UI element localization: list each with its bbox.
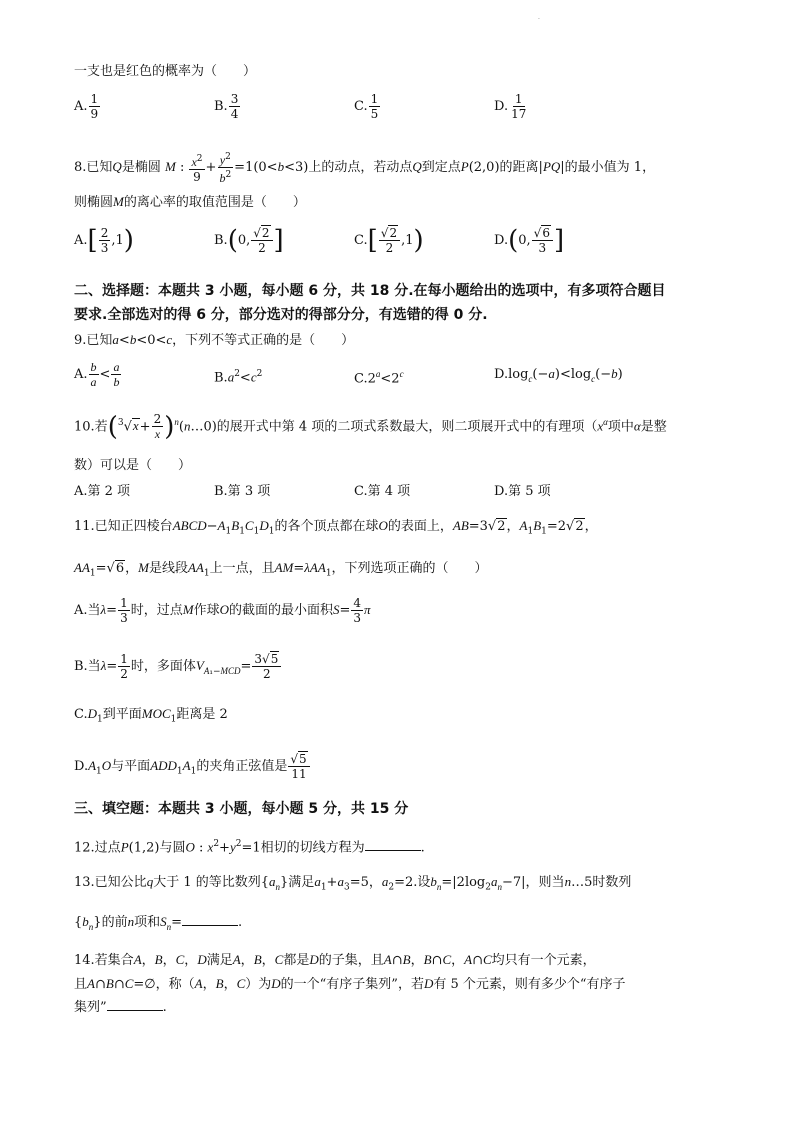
q14-line1: 14.若集合A，B，C，D满足A，B，C都是D的子集，且A∩B，B∩C，A∩C均只有一个元素，	[74, 952, 596, 968]
q10-option-a[interactable]: A.第 2 项	[74, 484, 131, 499]
q7-option-d[interactable]: D. $\frac{1}{17}$	[494, 92, 527, 121]
q14-answer-blank[interactable]	[107, 998, 163, 1011]
section2-heading-line1: 二、选择题：本题共 3 小题，每小题 6 分，共 18 分.在每小题给出的选项中，有多项符合题目	[74, 283, 666, 299]
q12-answer-blank[interactable]	[365, 838, 421, 851]
q12-line: 12.过点P(1,2)与圆O : $x^2+y^2=1$相切的切线方程为 .	[74, 839, 425, 856]
q9-option-a[interactable]: A. $\frac{b}{a}$ < $\frac{a}{b}$	[74, 360, 120, 389]
q14-line2: 且A∩B∩C=∅，称（A，B，C）为D的一个“有序子集列”，若D有 5 个元素，则有多少个“有序子	[74, 976, 626, 992]
q11-line1: 11.已知正四棱台$ABCD-A_1B_1C_1D_1$的各个顶点都在球O的表面上，AB=3√2，$A_1B_1=2√2$，	[74, 518, 598, 537]
q10-option-c[interactable]: C.第 4 项	[354, 484, 411, 499]
q7-option-c[interactable]: C. $\frac{1}{5}$	[354, 92, 379, 121]
q9-stem: 9.已知a<b<0<c，下列不等式正确的是（ ）	[74, 332, 355, 348]
q11-option-d[interactable]: $D.A_1O$与平面$ADD_1A_1$的夹角正弦值是 $\frac{√5}{11}$	[74, 752, 311, 782]
q8-option-d[interactable]: D.(0, $\frac{√6}{3}$ ]	[494, 225, 565, 256]
q10-option-d[interactable]: D.第 5 项	[494, 484, 551, 499]
scan-dot: .	[538, 14, 540, 21]
section3-heading: 三、填空题：本题共 3 小题，每小题 5 分，共 15 分	[74, 801, 409, 817]
q7-option-a[interactable]: A. $\frac{1}{9}$	[74, 92, 99, 121]
q10-line2: 数）可以是（ ）	[74, 458, 192, 473]
q11-option-b[interactable]: B.当λ= $\frac{1}{2}$ 时，多面体$V_{A_1-MCD}=$ $\frac{3√5}{2}$	[74, 652, 282, 682]
section2-heading-line2: 要求.全部选对的得 6 分，部分选对的得部分分，有选错的得 0 分.	[74, 307, 488, 323]
q10-option-b[interactable]: B.第 3 项	[214, 484, 271, 499]
q13-line2: $\{b_n\}$的前n项和$S_n=$ .	[74, 914, 243, 932]
q11-option-a[interactable]: A.当λ= $\frac{1}{3}$ 时，过点M作球O的截面的最小面积S= $\frac{4}{3}$ π	[74, 596, 371, 625]
q7-stem: 一支也是红色的概率为（ ）	[74, 64, 257, 79]
q8-option-a[interactable]: A.[ $\frac{2}{3}$ ,1)	[74, 225, 134, 256]
q9-option-c[interactable]: $C.2^a<2^c$	[354, 369, 404, 387]
q8-option-c[interactable]: C.[ $\frac{√2}{2}$ ,1)	[354, 225, 424, 256]
q10-line1: 10.若($^3$√x+ $\frac{2}{x}$ )$^n$(n…0)的展开式中第 4 项的二项式系数最大，则二项展开式中的有理项（$x^\alpha$项中α是整	[74, 411, 667, 442]
q9-option-b[interactable]: $B.a^2<c^2$	[214, 369, 263, 386]
q8-option-b[interactable]: B.(0, $\frac{√2}{2}$ ]	[214, 225, 284, 256]
q11-line2: $AA_1=√6$，M是线段$AA_1$上一点，且AM=λAA$_1$，下列选项正确的（ ）	[74, 560, 488, 579]
q13-line1: 13.已知公比q大于 1 的等比数列$\{a_n\}$满足$a_1+a_3=5$，$a_2=2$.设$b_n=|2\log_2a_n-7|$，则当n…5时数列	[74, 874, 632, 893]
q11-option-c[interactable]: $C.D_1$到平面$MOC_1$距离是 2	[74, 706, 228, 725]
q9-option-d[interactable]: $D.\log_c(-a)<\log_c(-b)$	[494, 366, 623, 384]
q14-line3: 集列” .	[74, 1000, 167, 1015]
q8-line2: 则椭圆M的离心率的取值范围是（ ）	[74, 194, 306, 210]
q8-line1: 8.已知Q是椭圆 M : $\frac{x^2}{9}$ + $\frac{y^2}{b^2}$ =1(0<b<3)上的动点，若动点Q到定点P(2,0)的距离|PQ|的最小值为 1，	[74, 152, 656, 185]
q13-answer-blank[interactable]	[182, 913, 238, 926]
q7-option-b[interactable]: B. $\frac{3}{4}$	[214, 92, 239, 121]
